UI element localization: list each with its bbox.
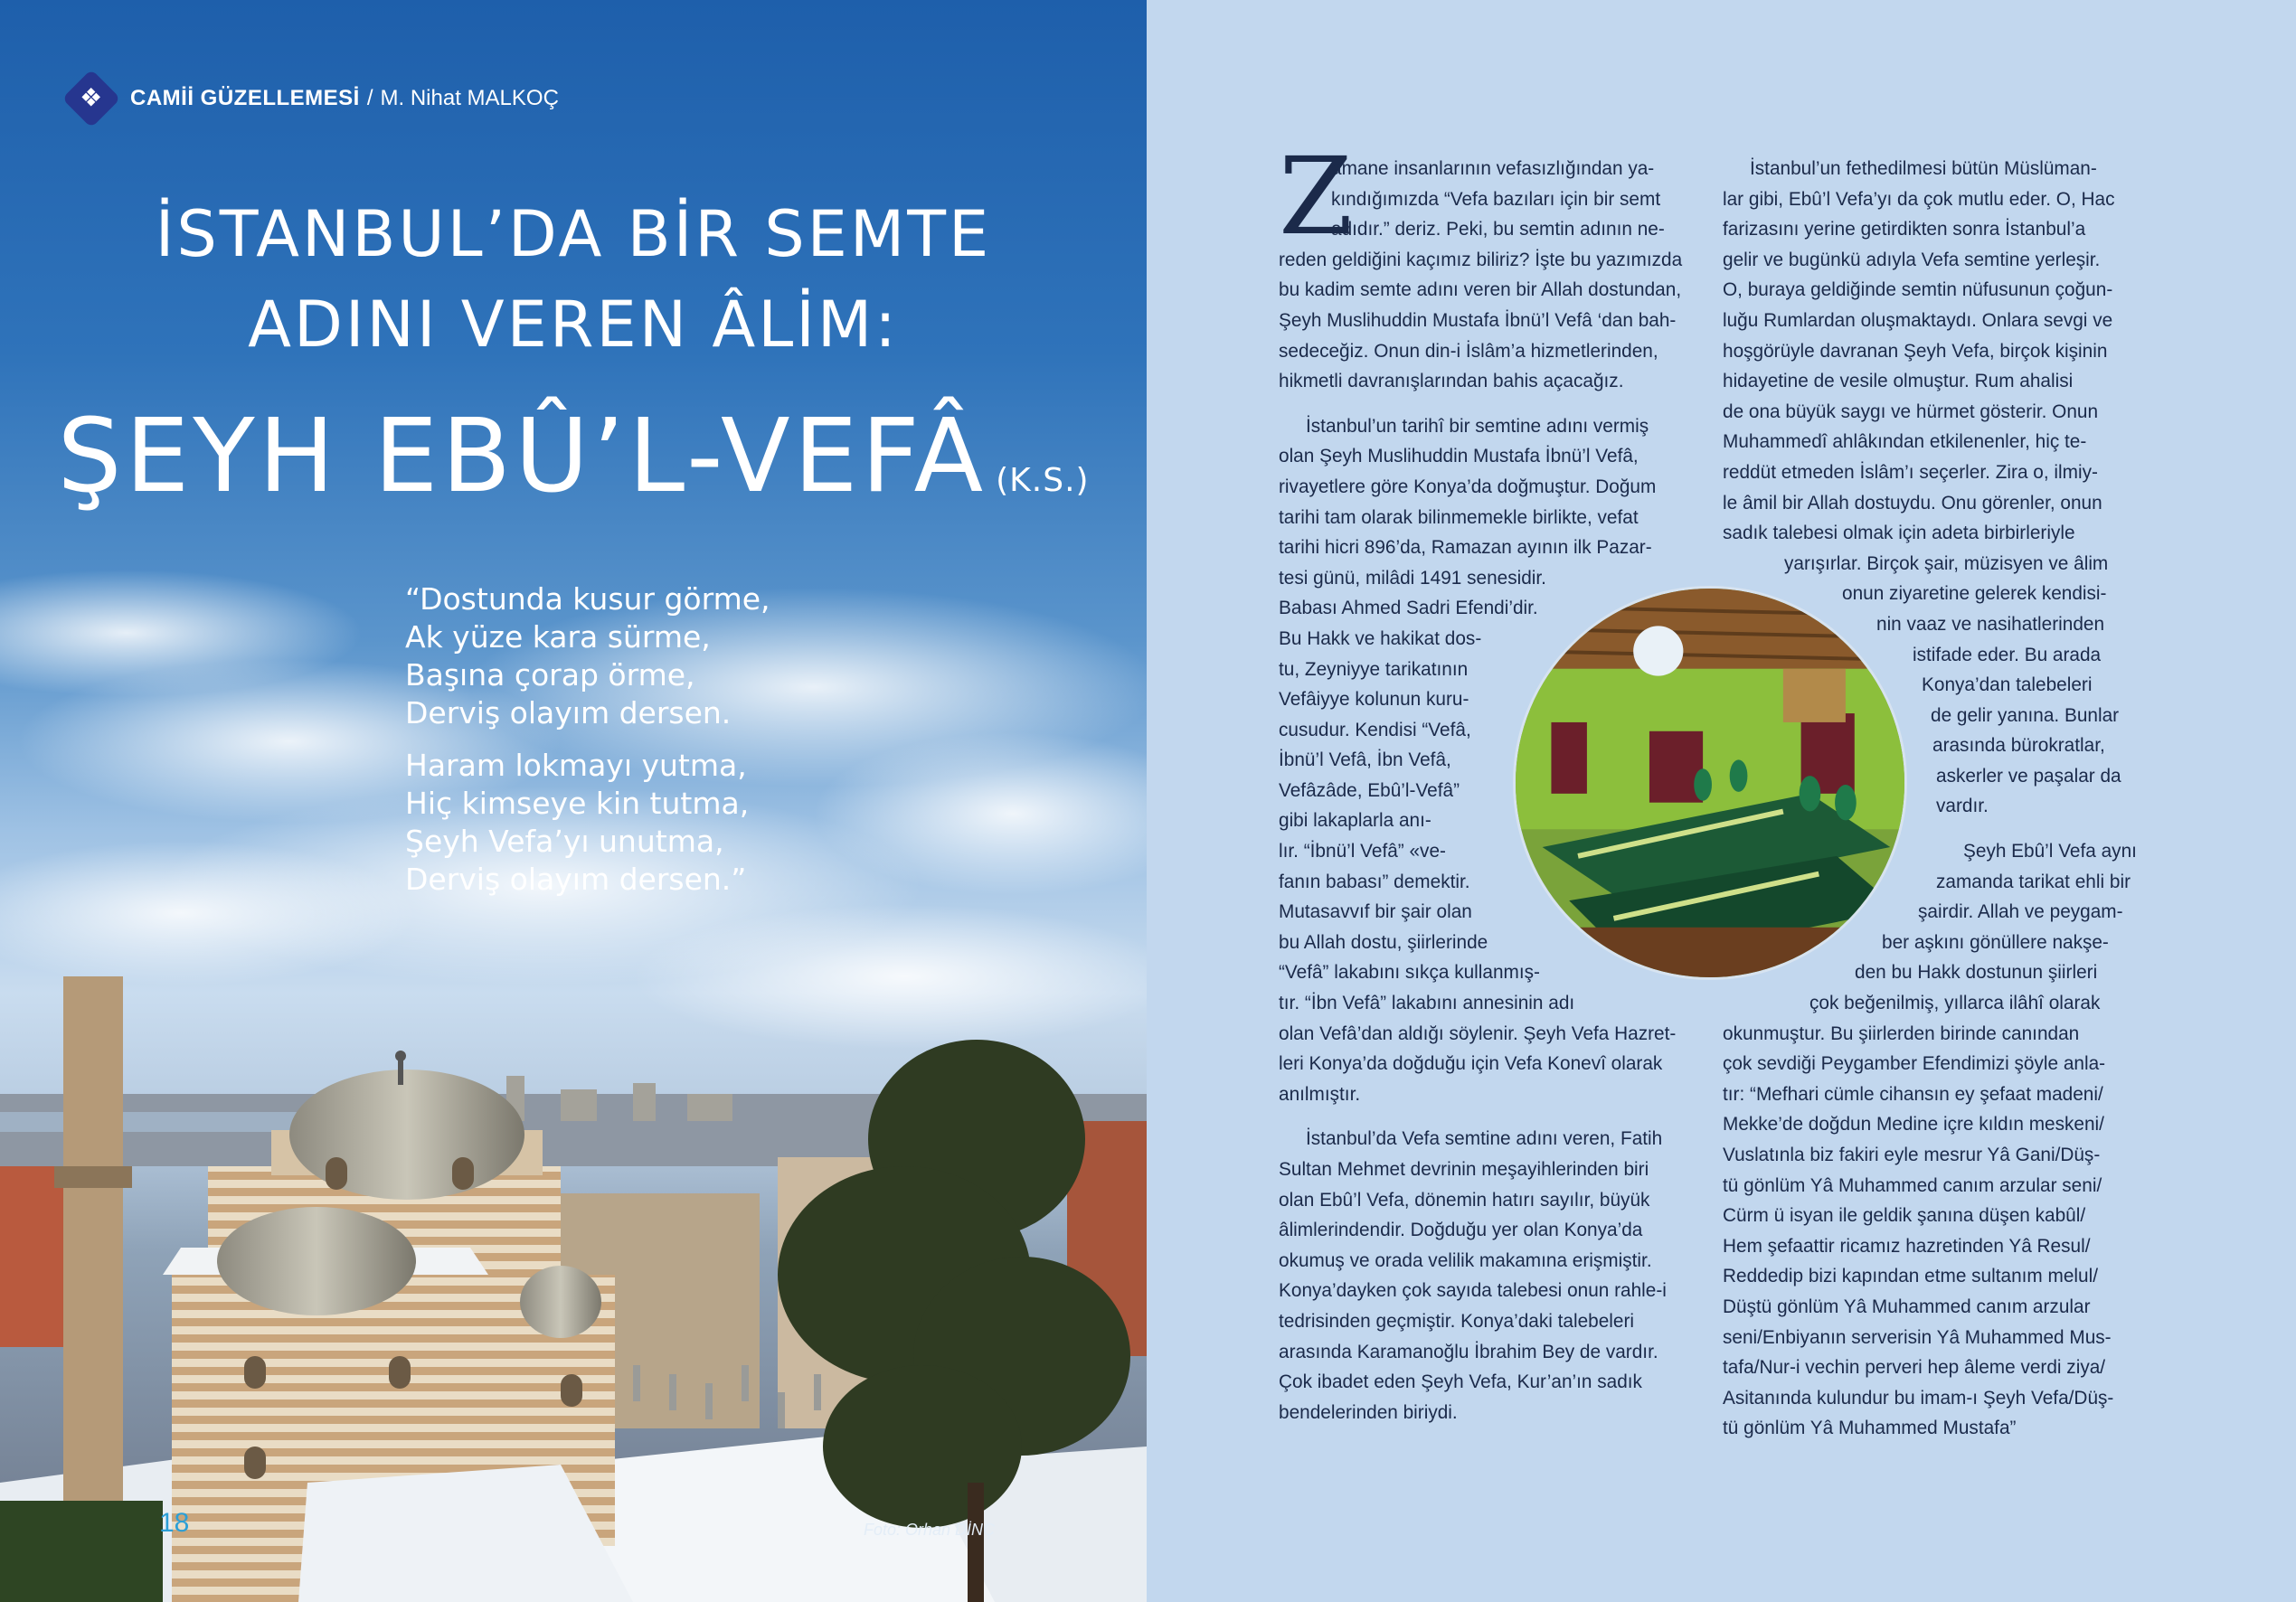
poem-line: Haram lokmayı yutma, — [405, 748, 747, 783]
text-line: Asitanında kulundur bu imam-ı Şeyh Vefa/Düş- — [1723, 1387, 2114, 1409]
poem-line: Şeyh Vefa’yı unutma, — [405, 824, 724, 859]
text-line: çok sevdiği Peygamber Efendimizi şöyle anla- — [1723, 1053, 2106, 1075]
text-line: Düştü gönlüm Yâ Muhammed canım arzular — [1723, 1296, 2091, 1317]
text-line: Cürm ü isyan ile geldik şanına düşen kabûl/ — [1723, 1205, 2086, 1227]
text-line: cusudur. Kendisi “Vefâ, — [1279, 719, 1471, 740]
text-line: Bu Hakk ve hakikat dos- — [1279, 627, 1482, 649]
text-line: onun ziyaretine gelerek kendisi- — [1842, 583, 2107, 605]
page-number-left: 18 — [159, 1508, 190, 1538]
text-line: gelir ve bugünkü adıyla Vefa semtine yerleşir. — [1723, 249, 2101, 270]
text-line: lar gibi, Ebû’l Vefa’yı da çok mutlu eder. O, Hac — [1723, 188, 2115, 210]
text-line: istifade eder. Bu arada — [1913, 644, 2102, 665]
text-line: arasında bürokratlar, — [1932, 735, 2105, 757]
text-line: tü gönlüm Yâ Muhammed canım arzular seni/ — [1723, 1174, 2102, 1196]
poem-line: Hiç kimseye kin tutma, — [405, 786, 750, 821]
tomb-interior-image — [1516, 589, 1904, 977]
text-line: luğu Rumlardan oluşmaktaydı. Onlara sevgi ve — [1723, 309, 2113, 331]
title-name: ŞEYH EBÛ’L-VEFÂ — [57, 398, 987, 515]
text-line: Şeyh Muslihuddin Mustafa İbnü’l Vefâ ‘dan bah- — [1279, 309, 1677, 331]
paragraph-vefa-district — [1279, 1124, 1693, 1428]
text-line: reddüt etmeden İslâm’ı seçerler. Zira o, ilmiy- — [1723, 461, 2098, 483]
text-line: hikmetli davranışlarından bahis açacağız. — [1279, 371, 1624, 392]
text-line: lır. “İbnü’l Vefâ” «ve- — [1279, 841, 1446, 862]
text-line: bu kadim semte adını veren bir Allah dostundan, — [1279, 279, 1682, 301]
text-line: şairdir. Allah ve peygam- — [1918, 901, 2123, 923]
text-line: tır. “İbn Vefâ” lakabını annesinin adı — [1279, 993, 1575, 1014]
text-line: okunmuştur. Bu şiirlerden birinde canından — [1723, 1022, 2080, 1044]
text-line: Çok ibadet eden Şeyh Vefa, Kur’an’ın sadık — [1279, 1371, 1642, 1393]
text-line: İstanbul’un fethedilmesi bütün Müslüman- — [1750, 158, 2097, 179]
text-line: Vefâzâde, Ebû’l-Vefâ” — [1279, 779, 1460, 801]
text-line: tü gönlüm Yâ Muhammed Mustafa” — [1723, 1418, 2017, 1439]
text-line: İstanbul’un tarihî bir semtine adını vermiş — [1306, 415, 1649, 437]
text-line: Muhammedî ahlâkından etkilenenler, hiç te- — [1723, 431, 2087, 453]
poem-line: Derviş olayım dersen. — [405, 695, 732, 730]
text-line: bendelerinden biriydi. — [1279, 1401, 1458, 1423]
text-line: Reddedip bizi kapından etme sultanım melul/ — [1723, 1266, 2099, 1287]
text-line: Konya’dayken çok sayıda talebesi onun rahle-i — [1279, 1280, 1667, 1302]
text-line: Hem şefaattir ricamız hazretinden Yâ Resul/ — [1723, 1235, 2091, 1257]
text-line: İstanbul’da Vefa semtine adını veren, Fatih — [1306, 1128, 1663, 1150]
text-line: reden geldiğini kaçımız biliriz? İşte bu yazımızda — [1279, 249, 1683, 270]
text-line: yarışırlar. Birçok şair, müzisyen ve âlim — [1784, 552, 2109, 574]
text-line: okumuş ve orada velilik makamına erişmiştir. — [1279, 1249, 1652, 1271]
text-line: sadık talebesi olmak için adeta birbirleriyle — [1723, 523, 2075, 544]
poem-line: Başına çorap örme, — [405, 657, 695, 693]
header-author: M. Nihat MALKOÇ — [380, 86, 559, 110]
text-line: Şeyh Ebû’l Vefa aynı — [1963, 841, 2137, 862]
text-line: amane insanlarının vefasızlığından ya- — [1331, 158, 1655, 179]
paragraph-intro — [1279, 154, 1693, 397]
text-line: tafa/Nur-i vechin perveri hep âleme verdi ziya/ — [1723, 1357, 2106, 1379]
title-line-3 — [0, 398, 1147, 515]
text-line: sedeceğiz. Onun din-i İslâm’a hizmetlerinden, — [1279, 340, 1658, 362]
text-line: Vuslatınla biz fakiri eyle mesrur Yâ Gani/Düş- — [1723, 1145, 2101, 1165]
text-line: tarihi tam olarak bilinmemekle birlikte, vefat — [1279, 506, 1639, 528]
text-line: arasında Karamanoğlu İbrahim Bey de vardır. — [1279, 1341, 1658, 1362]
text-line: ber aşkını gönüllere nakşe- — [1882, 931, 2109, 953]
text-line: O, buraya geldiğinde semtin nüfusunun çoğun- — [1723, 279, 2113, 301]
text-line: fanın babası” demektir. — [1279, 871, 1470, 892]
text-line: Vefâiyye kolunun kuru- — [1279, 689, 1469, 711]
left-page — [0, 0, 1147, 1602]
text-line: rivayetlere göre Konya’da doğmuştur. Doğum — [1279, 476, 1657, 497]
text-line: de gelir yanına. Bunlar — [1931, 704, 2120, 726]
text-line: olan Şeyh Muslihuddin Mustafa İbnü’l Vefâ, — [1279, 446, 1639, 467]
title-line-1: İSTANBUL’DA BİR SEMTE — [155, 197, 992, 271]
text-line: seni/Enbiyanın serverisin Yâ Muhammed Mus- — [1723, 1326, 2112, 1348]
text-line: bu Allah dostu, şiirlerinde — [1279, 931, 1488, 953]
text-line: çok beğenilmiş, yıllarca ilâhî olarak — [1809, 993, 2101, 1014]
text-line: tu, Zeyniyye tarikatının — [1279, 658, 1469, 680]
poem-stanza-1 — [405, 580, 770, 732]
text-line: le âmil bir Allah dostuydu. Onu görenler, onun — [1723, 492, 2102, 514]
title-suffix: (K.S.) — [996, 462, 1090, 499]
text-line: Mutasavvıf bir şair olan — [1279, 901, 1472, 923]
poem-line: Derviş olayım dersen.” — [405, 862, 747, 897]
text-line: tedrisinden geçmiştir. Konya’daki talebeleri — [1279, 1310, 1635, 1332]
text-line: Sultan Mehmet devrinin meşayihlerinden biri — [1279, 1159, 1649, 1180]
text-line: olan Vefâ’dan aldığı söylenir. Şeyh Vefa Hazret- — [1279, 1022, 1677, 1044]
text-line: Konya’dan talebeleri — [1922, 674, 2093, 696]
poem-line: “Dostunda kusur görme, — [405, 581, 770, 617]
text-line: İbnü’l Vefâ, İbn Vefâ, — [1279, 749, 1451, 771]
text-line: anılmıştır. — [1279, 1083, 1361, 1105]
section-header — [60, 67, 559, 130]
header-category: CAMİİ GÜZELLEMESİ — [130, 86, 360, 110]
text-line: de ona büyük saygı ve hürmet gösterir. Onun — [1723, 400, 2099, 422]
diamond-ornament-icon: ❖ — [61, 69, 120, 127]
text-line: âlimlerindendir. Doğduğu yer olan Konya’da — [1279, 1220, 1643, 1241]
photo-credit: Foto: Orhan DİNÇ — [864, 1521, 996, 1539]
text-line: den bu Hakk dostunun şiirleri — [1855, 962, 2098, 984]
text-line: leri Konya’da doğduğu için Vefa Konevî olarak — [1279, 1053, 1663, 1075]
text-line: zamanda tarikat ehli bir — [1936, 871, 2131, 892]
title-line-2: ADINI VEREN ÂLİM: — [248, 287, 899, 362]
text-line: tarihi hicri 896’da, Ramazan ayının ilk Pazar- — [1279, 537, 1652, 559]
drop-cap: Z — [1279, 134, 1353, 259]
text-line: askerler ve paşalar da — [1936, 765, 2121, 787]
text-line: nin vaaz ve nasihatlerinden — [1876, 613, 2105, 635]
header-separator: / — [366, 86, 373, 110]
poem-line: Ak yüze kara sürme, — [405, 619, 711, 655]
text-line: hidayetine de vesile olmuştur. Rum ahalisi — [1723, 371, 2074, 392]
poem-stanza-2 — [405, 747, 749, 899]
text-line: gibi lakaplarla anı- — [1279, 810, 1431, 832]
text-line: olan Ebû’l Vefa, dönemin hatırı sayılır, büyük — [1279, 1189, 1650, 1211]
text-line: “Vefâ” lakabını sıkça kullanmış- — [1279, 962, 1540, 984]
text-line: Babası Ahmed Sadri Efendi’dir. — [1279, 598, 1538, 619]
text-line: kındığımızda “Vefa bazıları için bir semt — [1331, 188, 1661, 210]
text-line: farizasını yerine getirdikten sonra İstanbul’a — [1723, 219, 2086, 240]
tomb-photo — [1513, 586, 1907, 980]
text-line: tesi günü, milâdi 1491 senesidir. — [1279, 567, 1546, 589]
text-line: tır: “Mefhari cümle cihansın ey şefaat madeni/ — [1723, 1083, 2103, 1105]
text-line: hoşgörüyle davranan Şeyh Vefa, birçok kişinin — [1723, 340, 2108, 362]
text-line: adıdır.” deriz. Peki, bu semtin adının ne- — [1331, 219, 1665, 240]
text-line: vardır. — [1936, 796, 1989, 817]
text-line: Mekke’de doğdun Medine içre kıldın meskeni/ — [1723, 1114, 2104, 1136]
